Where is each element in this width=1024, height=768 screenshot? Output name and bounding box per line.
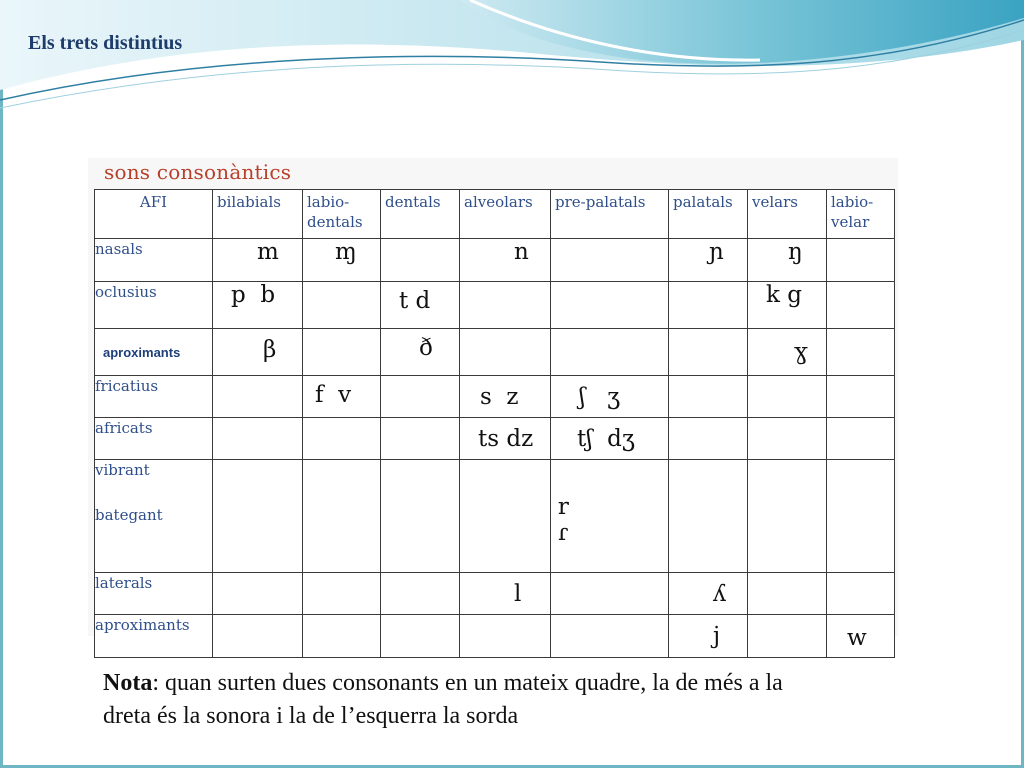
table-cell: l — [460, 573, 551, 615]
table-row-africats — [95, 418, 895, 460]
table-cell — [827, 573, 895, 615]
table-cell — [551, 573, 669, 615]
table-cell — [381, 615, 460, 658]
table-row-vibrant-bategant — [95, 460, 895, 573]
table-cell: p b — [213, 282, 303, 329]
table-row-aproximants-1 — [95, 329, 895, 376]
row-label-vibrant: vibrant — [95, 461, 150, 479]
row-label-vibrant-bategant — [95, 460, 213, 573]
table-cell — [381, 376, 460, 418]
slide-title: Els trets distintius — [28, 32, 183, 54]
row-label-fricatius: fricatius — [95, 376, 213, 418]
table-cell: ŋ — [748, 239, 827, 282]
table-cell: ð — [381, 329, 460, 376]
table-cell: ɱ — [303, 239, 381, 282]
row-label-africats: africats — [95, 418, 213, 460]
column-header-labiodentals — [303, 190, 381, 239]
table-cell — [669, 282, 748, 329]
consonant-table — [94, 189, 895, 658]
table-row-aproximants-2 — [95, 615, 895, 658]
column-header-dentals: dentals — [381, 190, 460, 239]
table-cell — [748, 418, 827, 460]
table-cell: ɾ — [557, 520, 569, 546]
row-label-oclusius: oclusius — [95, 282, 213, 329]
table-cell — [460, 615, 551, 658]
table-cell — [381, 418, 460, 460]
table-heading: sons consonàntics — [104, 160, 292, 184]
table-cell: t d — [381, 282, 460, 329]
header-wave-decoration — [0, 0, 1024, 120]
column-header-afi: AFI — [95, 190, 213, 239]
table-cell — [213, 573, 303, 615]
table-cell: ɲ — [669, 239, 748, 282]
note-body: : quan surten dues consonants en un mateix quadre, la de més a la dreta és la sonora i la de l’esquerra la sorda — [103, 670, 783, 729]
note-label: Nota — [103, 670, 153, 696]
table-cell — [303, 615, 381, 658]
table-cell: s z — [460, 376, 551, 418]
table-cell-stack — [460, 460, 569, 573]
table-cell — [748, 460, 827, 573]
table-cell — [303, 329, 381, 376]
table-cell: j — [669, 615, 748, 658]
column-header-bilabials: bilabials — [213, 190, 303, 239]
table-cell — [748, 573, 827, 615]
table-cell: ɣ — [748, 329, 827, 376]
table-cell — [303, 460, 381, 573]
column-header-velars: velars — [748, 190, 827, 239]
row-label-nasals: nasals — [95, 239, 213, 282]
table-cell — [460, 282, 551, 329]
header-row — [95, 190, 895, 239]
table-cell: ts dz — [460, 418, 551, 460]
table-row-laterals — [95, 573, 895, 615]
row-label-laterals: laterals — [95, 573, 213, 615]
table-cell — [213, 460, 303, 573]
table-cell — [381, 573, 460, 615]
table-cell: r — [557, 494, 569, 520]
table-cell — [303, 573, 381, 615]
column-header-labiovelar — [827, 190, 895, 239]
table-cell: w — [827, 615, 895, 658]
column-header-prepalatals: pre-palatals — [551, 190, 669, 239]
table-cell — [381, 239, 460, 282]
table-cell: f v — [303, 376, 381, 418]
table-cell — [381, 460, 460, 573]
table-cell — [827, 460, 895, 573]
table-cell: n — [460, 239, 551, 282]
table-cell — [551, 239, 669, 282]
table-cell — [551, 282, 669, 329]
column-header-labiodentals-text: labio- dentals — [307, 193, 363, 231]
row-label-bategant: bategant — [95, 506, 163, 524]
table-cell — [669, 418, 748, 460]
column-header-labiovelar-text: labio- velar — [831, 193, 874, 231]
table-cell — [669, 460, 748, 573]
column-header-alveolars: alveolars — [460, 190, 551, 239]
table-cell — [748, 376, 827, 418]
row-label-aproximants-2: aproximants — [95, 615, 213, 658]
table-row-nasals — [95, 239, 895, 282]
table-cell: tʃ dʒ — [551, 418, 669, 460]
row-label-aproximants: aproximants — [95, 329, 213, 376]
note-text — [103, 667, 803, 733]
table-cell — [213, 418, 303, 460]
table-cell — [213, 615, 303, 658]
table-cell — [551, 615, 669, 658]
table-cell: β — [213, 329, 303, 376]
table-cell — [827, 239, 895, 282]
table-cell — [827, 329, 895, 376]
table-row-fricatius — [95, 376, 895, 418]
table-cell — [460, 329, 551, 376]
table-cell: ʎ — [669, 573, 748, 615]
table-cell — [827, 418, 895, 460]
table-cell: k g — [748, 282, 827, 329]
table-cell — [303, 418, 381, 460]
table-cell — [669, 376, 748, 418]
table-row-oclusius — [95, 282, 895, 329]
table-cell — [748, 615, 827, 658]
table-cell — [827, 376, 895, 418]
table-cell — [551, 329, 669, 376]
column-header-palatals: palatals — [669, 190, 748, 239]
table-cell: m — [213, 239, 303, 282]
table-cell — [213, 376, 303, 418]
table-cell — [669, 329, 748, 376]
table-cell — [303, 282, 381, 329]
table-cell — [827, 282, 895, 329]
table-cell: ʃ ʒ — [551, 376, 669, 418]
